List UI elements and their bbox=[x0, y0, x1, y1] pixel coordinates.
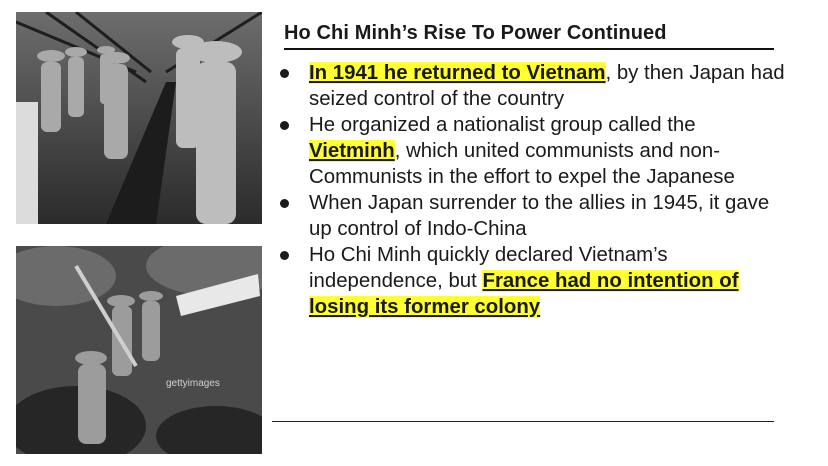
gettyimages-watermark: gettyimages bbox=[166, 378, 220, 389]
soldiers-with-banner-photo bbox=[16, 246, 262, 454]
bullet-text: Ho Chi Minh quickly declared Vietnam’s independence, but bbox=[309, 244, 668, 292]
bullet-item bbox=[278, 60, 788, 112]
bullet-list bbox=[278, 60, 788, 320]
bullet-item bbox=[278, 190, 788, 242]
highlighted-text: In 1941 he returned to Vietnam bbox=[309, 62, 606, 84]
soldiers-marching-photo bbox=[16, 12, 262, 224]
highlighted-text: Vietminh bbox=[309, 140, 395, 162]
divider-line bbox=[272, 421, 774, 422]
bullet-text: He organized a nationalist group called the bbox=[309, 114, 696, 136]
bullet-item bbox=[278, 112, 788, 190]
bullet-text: , which united communists and non-Communists in the effort to expel the Japanese bbox=[309, 140, 735, 188]
bullet-text: When Japan surrender to the allies in 1945, it gave up control of Indo-China bbox=[309, 192, 770, 240]
slide-title: Ho Chi Minh’s Rise To Power Continued bbox=[284, 22, 774, 50]
highlighted-text: France had no intention of losing its former colony bbox=[309, 270, 739, 318]
bullet-text: , by then Japan had seized control of the country bbox=[309, 62, 785, 110]
bullet-item bbox=[278, 242, 788, 320]
